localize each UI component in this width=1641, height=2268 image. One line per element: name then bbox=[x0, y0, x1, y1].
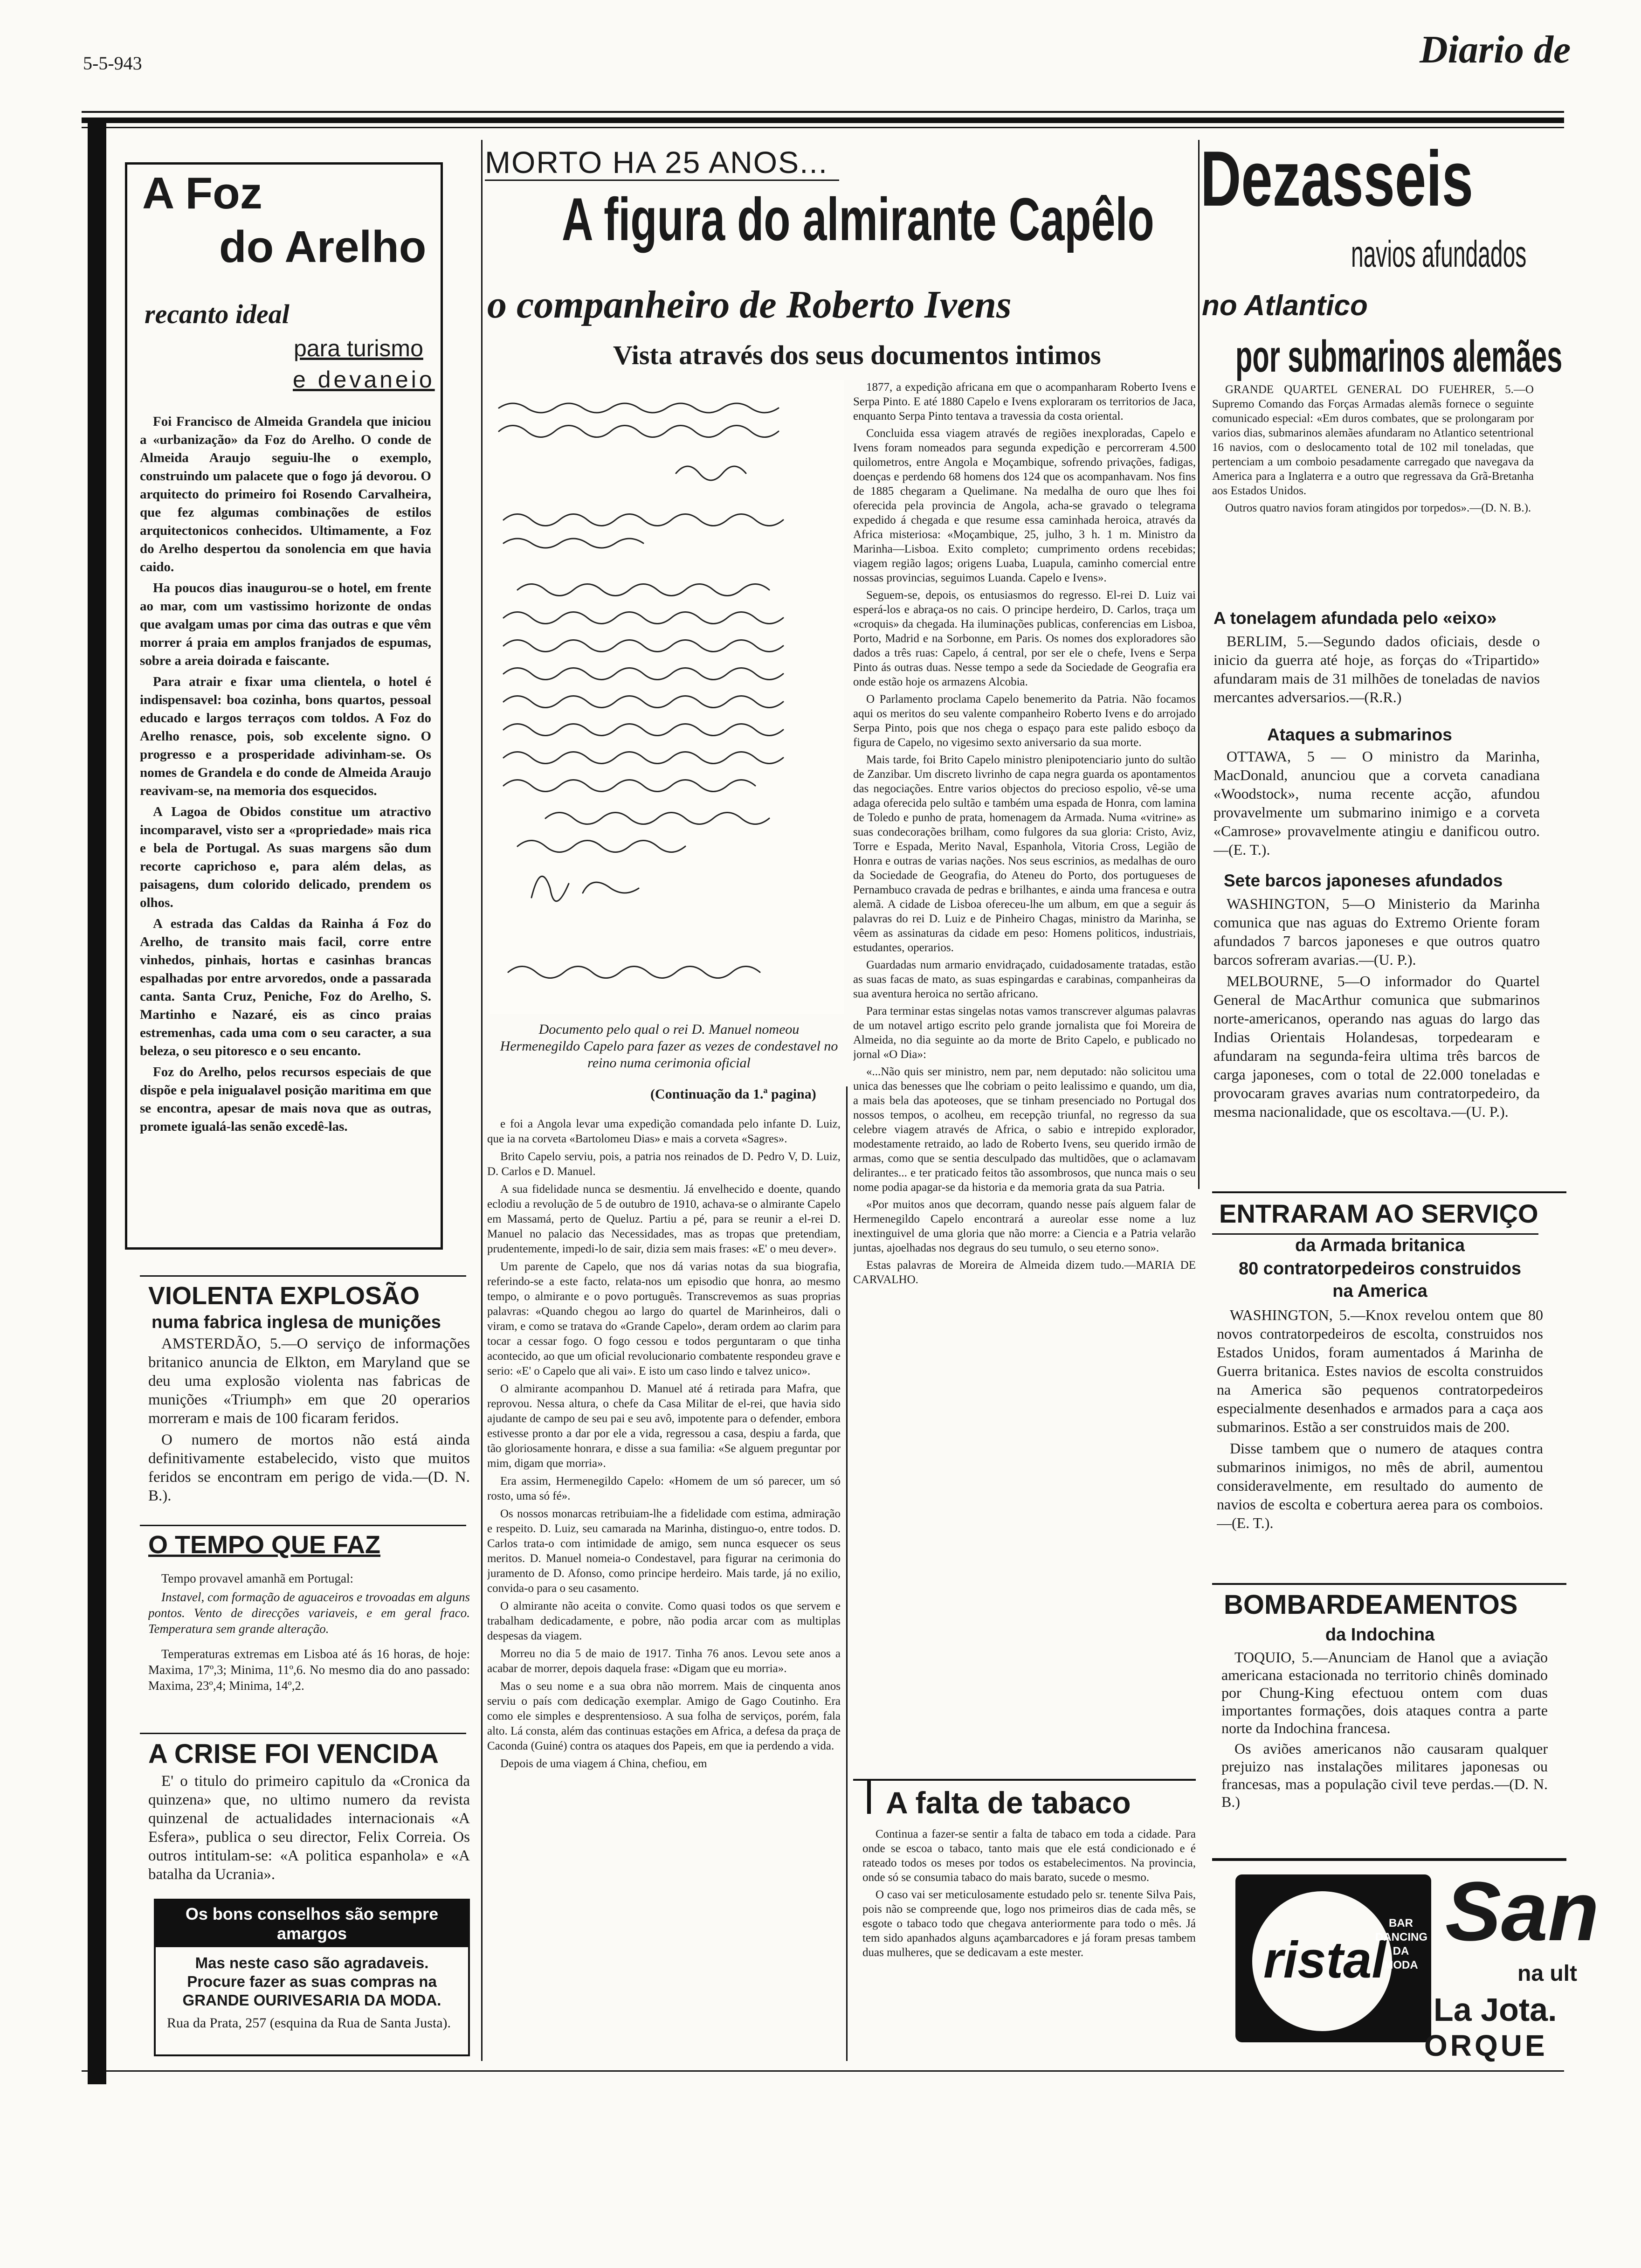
foz-paragraph: Ha poucos dias inaugurou-se o hotel, em frente ao mar, com um vastissimo horizonte de ondas que avalgam umas por cima das outras e que vêm morrer á praia em amplos franjados de espumas, sobre a areia doirada e faiscante. bbox=[140, 581, 431, 668]
entraram-rule-bottom bbox=[1212, 1233, 1538, 1235]
capelo-paragraph: Brito Capelo serviu, pois, a patria nos reinados de D. Pedro V, D. Luiz, D. Carlos e D. Manuel. bbox=[487, 1150, 841, 1178]
foz-paragraph: Para atrair e fixar uma clientela, o hotel é indispensavel: boa cozinha, bons quartos, pessoal educado e largos terraços com toldos. A Foz do Arelho renasce, pois, sob excelente signo. O progresso e a prosperidade adivinham-se. Os nomes de Grandela e do conde de Almeida Araujo reavivam-se, na memoria dos esquecidos. bbox=[140, 674, 431, 798]
capelo-paragraph: Concluida essa viagem através de regiões inexploradas, Capelo e Ivens foram nomeados para segunda expedição e percorreram 4.500 quilometros, entre Angola e Moçambique, sofrendo privações, fadigas, doenças e perdendo 68 homens dos 124 que os acompanhavam. Nos fins de 1885 chegaram a Quelimane. Na medalha de ouro que lhes foi oferecida pela provincia de Angola, acha-se gravado o telegrama expedido á chegada e que resume essa caminhada heroica, através da Africa misteriosa: «Moçambique, 25, julho, 3 h. 1 m. Ministro da Marinha—Lisboa. Exito completo; cumprimento ordens recebidas; viagem região lagos; origens Luaba, Luapula, caminho comercial entre nossas provincias, seguimos Luanda. Capelo e Ivens». bbox=[853, 427, 1196, 584]
entraram-rule-top bbox=[1212, 1191, 1566, 1193]
dezasseis-text: GRANDE QUARTEL GENERAL DO FUEHRER, 5.—O Supremo Comando das Forças Armadas alemãs fornece o seguinte comunicado especial: «Em duros combates, que se prolongaram por varios dias, submarinos alemães afundaram no Atlantico setentrional 16 navios, com o deslocamento total de 102 mil toneladas, que pertenciam a um comboio pesadamente carregado que navegava da America para a Inglaterra e a outro que regressava da Grã-Bretanha aos Estados Unidos. bbox=[1212, 383, 1534, 497]
entraram-sub1: da Armada britanica bbox=[1295, 1236, 1465, 1255]
conselhos-ad bbox=[154, 1899, 470, 2056]
bombardeamentos-text: TOQUIO, 5.—Anunciam de Hanol que a aviação americana estacionada no territorio chinês dominado por Chung-King efectuou ontem com duas importantes formações, dois ataques contra a parte norte da Indochina francesa. bbox=[1221, 1649, 1548, 1736]
foz-paragraph: Foz do Arelho, pelos recursos especiais de que dispõe e pela inigualavel posição maritima em que se encontra, apesar de mais nova que as outras, promete igualá-las senão excedê-las. bbox=[140, 1065, 431, 1134]
capelo-paragraph: Depois de uma viagem á China, chefiou, em bbox=[500, 1757, 707, 1770]
capelo-paragraph: Mas o seu nome e a sua obra não morrem. Mais de cinquenta anos serviu o país com dedicação exemplar. Amigo de Gago Coutinho. Era como ele simples e desprentensioso. A sua folha de serviços, porém, fala alto. Lá consta, além das continuas estações em Africa, a defesa da praça de Caconda (Guiné) contra os ataques dos Papeis, em que ia perdendo a vida. bbox=[487, 1680, 841, 1752]
capelo-paragraph: Era assim, Hermenegildo Capelo: «Homem de um só parecer, um só rosto, uma só fé». bbox=[487, 1475, 841, 1502]
capelo-subsubtitle: Vista através dos seus documentos intimos bbox=[613, 340, 1101, 370]
dezasseis-line2: navios afundados bbox=[1351, 233, 1527, 275]
ataques-body bbox=[1214, 747, 1540, 873]
dezasseis-line3: no Atlantico bbox=[1202, 290, 1368, 322]
foz-kicker2: e devaneio bbox=[293, 366, 435, 393]
foz-subtitle: recanto ideal bbox=[145, 299, 290, 329]
capelo-subtitle: o companheiro de Roberto Ivens bbox=[487, 283, 1012, 326]
entraram-sub3: na America bbox=[1332, 1281, 1427, 1301]
sete-title: Sete barcos japoneses afundados bbox=[1224, 871, 1503, 890]
capelo-paragraph: Seguem-se, depois, os entusiasmos do regresso. El-rei D. Luiz vai esperá-los e abraça-os no cais. O principe herdeiro, D. Carlos, traça um «croquis» da chegada. Ha iluminações publicas, conferencias em Lisboa, Porto, Madrid e na Sorbonne, em Paris. Os nomes dos exploradores são dados a três ruas: Capelo, á central, por ser ele o chefe, Ivens e Serpa Pinto ás outras duas. Nesse tempo a sede da Sociedade de Geografia era onde estão hoje os armazens Alcobia. bbox=[853, 589, 1196, 688]
top-rule-thin2 bbox=[82, 127, 1564, 128]
tempo-temps: Temperaturas extremas em Lisboa até ás 16 horas, de hoje: Maxima, 17º,3; Minima, 11º,6. No mesmo dia do ano passado: Maxima, 23º,4; Minima, 14º,2. bbox=[148, 1647, 470, 1693]
capelo-kicker: MORTO HA 25 ANOS... bbox=[485, 145, 828, 180]
capelo-paragraph: 1877, a expedição africana em que o acompanharam Roberto Ivens e Serpa Pinto. E até 1880 Capelo e Ivens exploraram os territorios de Jaca, enquanto Serpa Pinto tentava a travessia da costa oriental. bbox=[853, 381, 1196, 422]
sete-body bbox=[1214, 894, 1540, 1193]
foz-box-right bbox=[441, 162, 443, 1249]
column-rule-3 bbox=[1198, 140, 1200, 1189]
tabaco-paragraph: O caso vai ser meticulosamente estudado pelo sr. tenente Silva Pais, pois não se compreende que, logo nos primeiros dias de cada mês, se esgote o tabaco todo que chegava anteriormente para todo o mês. Já tem sido apanhados alguns açambarcadores e já foram presas tambem duas mulheres, que se dedicavam a este mester. bbox=[862, 1888, 1196, 1959]
dezasseis-title: Dezasseis bbox=[1200, 135, 1474, 222]
capelo-paragraph: A sua fidelidade nunca se desmentiu. Já envelhecido e doente, quando eclodiu a revolução de 5 de outubro de 1910, achava-se o almirante Capelo em Massamá, perto de Queluz. Partiu a pé, para se reunir a el-rei D. Manuel no palacio das Necessidades, mas as tropas que pretendiam, prudentemente, impedi-lo de sair, dizia sem mais frases: «E' o meu dever». bbox=[487, 1183, 841, 1255]
top-rule-thick bbox=[82, 118, 1564, 123]
foz-kicker1: para turismo bbox=[294, 335, 423, 361]
sete-text2: MELBOURNE, 5—O informador do Quartel General de MacArthur comunica que submarinos norte-americanos, operando nas aguas do largo das Indias Orientais Holandesas, torpedearam e afundaram na segunda-feira ultima três barcos de carga japoneses, com o total de 22.000 toneladas e provocaram graves avarias num contratorpedeiro, da mesma nacionalidade, que os escoltava.—(U. P.). bbox=[1214, 973, 1540, 1120]
capelo-column-1 bbox=[487, 1117, 841, 2068]
crise-body bbox=[148, 1772, 470, 1893]
tempo-title: O TEMPO QUE FAZ bbox=[148, 1531, 381, 1559]
tonelagem-body bbox=[1214, 632, 1540, 730]
bottom-ad-rule bbox=[1212, 1858, 1566, 1861]
entraram-text2: Disse tambem que o numero de ataques contra submarinos inimigos, no mês de abril, aumentou consideravelmente, em resultado do aumento de navios de escolta e cobertura aerea para os comboios.—(E. T.). bbox=[1217, 1440, 1543, 1531]
san-ad-title: San bbox=[1445, 1865, 1600, 1958]
capelo-kicker-underline bbox=[485, 180, 839, 181]
dezasseis-line4: por submarinos alemães bbox=[1235, 332, 1563, 381]
explosao-rule bbox=[140, 1275, 466, 1277]
top-rule-thin bbox=[82, 111, 1564, 113]
ataques-text: OTTAWA, 5 — O ministro da Marinha, MacDonald, anunciou que a corveta canadiana «Woodstock», numa recente acção, afundou provavelmente um submarino inimigo e a corveta «Camrose» provavelmente atingiu e danificou outro.—(E. T.). bbox=[1214, 748, 1540, 858]
sete-text: WASHINGTON, 5—O Ministerio da Marinha comunica que nas aguas do Extremo Oriente foram afundados 7 barcos japoneses e que outros quatro barcos sofreram avarias.—(U. P.). bbox=[1214, 895, 1540, 968]
bombardeamentos-text2: Os aviões americanos não causaram qualquer prejuizo nas instalações militares japonesas ou francesas, mas a população civil teve perdas.—(D. N. B.) bbox=[1221, 1740, 1548, 1810]
masthead-title: Diario de bbox=[1420, 28, 1571, 71]
tabaco-body bbox=[862, 1827, 1196, 2060]
column-rule-2 bbox=[846, 1086, 848, 2061]
capelo-paragraph: «...Não quis ser ministro, nem par, nem deputado: não solicitou uma unica das benesses que lhe cobriam o peito lealissimo e quando, um dia, a mais bela das apoteoses, que se tinham presenciado no Portugal dos nossos tempos, o acolheu, em recepção triunfal, no regresso da sua celebre viagem através de Africa, o sabio e intrepido explorador, modestamente retraido, ao lado de Roberto Ivens, seu querido irmão de armas, como que se sentia desculpado das multidões, que o aclamavam delirantes... e ter praticado feitos tão assombrosos, que nunca mais o seu nome podia apagar-se da historia e da memoria grata da sua Patria. bbox=[853, 1065, 1196, 1194]
explosao-title: VIOLENTA EXPLOSÃO bbox=[148, 1282, 420, 1310]
capelo-paragraph: Guardadas num armario envidraçado, cuidadosamente tratadas, estão as suas facas de mato, as suas espingardas e carabinas, companheiras da sua aventura heroica no sertão africano. bbox=[853, 959, 1196, 1000]
entraram-body bbox=[1217, 1306, 1543, 1567]
san-ad-line2: na ult bbox=[1517, 1961, 1577, 1986]
capelo-paragraph: O almirante acompanhou D. Manuel até á retirada para Mafra, que reprovou. Nessa altura, o chefe da Casa Militar de el-rei, que havia sido ajudante de campo de seu pai e seu avô, impotente para o defender, embora estivesse pronto a dar por ele a vida, regressou a casa, despiu a farda, que tão gloriosamente honrara, e disse a sua familia: «Se alguem preguntar por mim, digam que morria». bbox=[487, 1383, 841, 1470]
cristal-ad-logo bbox=[1235, 1874, 1431, 2042]
cristal-ad-text: ristal bbox=[1263, 1931, 1386, 1989]
foz-box-left bbox=[125, 162, 127, 1249]
manuscript-document-image bbox=[490, 380, 844, 1014]
foz-paragraph: A estrada das Caldas da Rainha á Foz do Arelho, de transito mais facil, corre entre vinhedos, pinhais, hortas e casinhas brancas espalhadas por entre arvoredos, onde a passarada canta. Santa Cruz, Peniche, Foz do Arelho, S. Martinho e Nazaré, eis as cinco praias estremenhas, cada uma com o seu caracter, a sua beleza, o seu pitoresco e o seu encanto. bbox=[140, 916, 431, 1058]
foz-title-line2: do Arelho bbox=[219, 222, 427, 272]
explosao-subtitle: numa fabrica inglesa de munições bbox=[152, 1313, 441, 1332]
foz-box-top bbox=[125, 162, 442, 165]
capelo-caption: Documento pelo qual o rei D. Manuel nomeou Hermenegildo Capelo para fazer as vezes de condestavel no reino numa cerimonia oficial bbox=[500, 1022, 838, 1071]
capelo-paragraph: Morreu no dia 5 de maio de 1917. Tinha 76 anos. Levou sete anos a acabar de morrer, depois daquela frase: «Digam que eu morria». bbox=[487, 1647, 841, 1675]
entraram-title: ENTRARAM AO SERVIÇO bbox=[1219, 1199, 1538, 1228]
foz-paragraph: A Lagoa de Obidos constitue um atractivo incomparavel, visto ser a «propriedade» mais rica e bela de Portugal. As suas margens são dum recorte caprichoso e, para além delas, as paisagens, dum colorido delicado, prendem os olhos. bbox=[140, 804, 431, 910]
explosao-paragraph: AMSTERDÃO, 5.—O serviço de informações britanico anuncia de Elkton, em Maryland que se deu uma explosão violenta nas fabricas de munições «Triumph» em que 20 operarios morreram e mais de 100 ficaram feridos. bbox=[148, 1335, 470, 1427]
capelo-paragraph: «Por muitos anos que decorram, quando nesse país alguem falar de Hermenegildo Capelo encontrará a aureolar esse nome a luz inextinguivel de uma gloria que não morre: a Ciencia e a Patria velarão juntas, ajoelhadas nos degraus do seu tumulo, o seu eterno sono». bbox=[853, 1198, 1196, 1254]
capelo-title: A figura do almirante Capêlo bbox=[562, 185, 1154, 253]
capelo-paragraph: O Parlamento proclama Capelo benemerito da Patria. Não focamos aqui os meritos do seu valente companheiro Roberto Ivens e do arrojado Serpa Pinto, pois que nos chega o espaço para este palido esboço da figura de Capelo, no vigesimo sexto aniversario da sua morte. bbox=[853, 693, 1196, 749]
bombardeamentos-rule-top bbox=[1212, 1583, 1566, 1585]
tabaco-rule-left bbox=[867, 1779, 871, 1814]
tempo-body bbox=[148, 1570, 470, 1738]
bombardeamentos-title: BOMBARDEAMENTOS bbox=[1224, 1590, 1518, 1620]
tonelagem-text: BERLIM, 5.—Segundo dados oficiais, desde o inicio da guerra até hoje, as forças do «Tripartido» afundaram mais de 31 milhões de toneladas de navios mercantes adversarios.—(R.R.) bbox=[1214, 633, 1540, 705]
crise-text: E' o titulo do primeiro capitulo da «Cronica da quinzena» que, no ultimo numero da revista quinzenal de actualidades internacionais «A Esfera», publica o seu director, Felix Correia. Os outros intitulam-se: «A politica espanhola» e «A batalha da Ucrania». bbox=[148, 1773, 470, 1883]
capelo-paragraph: e foi a Angola levar uma expedição comandada pelo infante D. Luiz, que ia na corveta «Bartolomeu Dias» e mais a corveta «Sagres». bbox=[487, 1118, 841, 1145]
foz-paragraph: Foi Francisco de Almeida Grandela que iniciou a «urbanização» da Foz do Arelho. O conde de Almeida Araujo seguiu-lhe o exemplo, construindo um palacete que o fogo já devorou. O arquitecto do primeiro foi Rosendo Carvalheira, que fez algumas combinações de estilos arquitectonicos conhecidos. Ultimamente, a Foz do Arelho despertou da sonolencia em que havia caido. bbox=[140, 414, 431, 574]
tempo-lead: Tempo provavel amanhã em Portugal: bbox=[161, 1571, 353, 1585]
conselhos-address: Rua da Prata, 257 (esquina da Rua de Santa Justa). bbox=[167, 2015, 451, 2031]
conselhos-body: Mas neste caso são agradaveis. Procure fazer as suas compras na GRANDE OURIVESARIA DA MODA. bbox=[182, 1954, 441, 2009]
capelo-column-2 bbox=[853, 380, 1196, 1774]
crise-title: A CRISE FOI VENCIDA bbox=[148, 1739, 439, 1769]
tabaco-rule-top bbox=[853, 1779, 1196, 1781]
san-ad-line3: La Jota. bbox=[1434, 1991, 1557, 2028]
manuscript-scribbles bbox=[490, 380, 844, 1014]
capelo-paragraph: Um parente de Capelo, que nos dá varias notas da sua biografia, referindo-se a este facto, relata-nos um episodio que honra, ao mesmo tempo, o almirante e o povo português. Transcrevemos as suas proprias palavras: «Quando chegou ao largo do quartel de Marinheiros, dali o viram, e como se tratava do «Grande Capelo», deram ordem ao clarim para tocar a cessar fogo. O fogo cessou e todos perguntaram o que tinha acontecido, ao que um oficial revolucionario combatente respondeu grave e serio: «E' o Capelo que ali vai». E isto um caso lindo e talvez unico». bbox=[487, 1260, 841, 1377]
conselhos-title: Os bons conselhos são sempre amargos bbox=[156, 1901, 468, 1947]
dezasseis-text2: Outros quatro navios foram atingidos por torpedos».—(D. N. B.). bbox=[1225, 502, 1531, 514]
column-rule-1 bbox=[481, 140, 483, 2061]
bombardeamentos-body bbox=[1221, 1648, 1548, 1853]
entraram-text: WASHINGTON, 5.—Knox revelou ontem que 80 novos contratorpedeiros de escolta, construidos nos Estados Unidos, foram aumentados á Marinha de Guerra britanica. Estes navios de escolta construidos na America são pequenos contratorpedeiros especialmente desenhados e armados para a caça aos submarinos. Estão a ser construidos mais de 200. bbox=[1217, 1307, 1543, 1435]
capelo-paragraph: Os nossos monarcas retribuiam-lhe a fidelidade com estima, admiração e respeito. D. Luiz, seu camarada na Marinha, distinguo-o, entre todos. D. Carlos trata-o com intimidade de amigo, sem nunca esquecer os seus meritos. D. Manuel nomeia-o Condestavel, para figurar na cerimonia do juramento de D. Afonso, como principe herdeiro. Mais tarde, já no exilio, convida-o para o seu casamento. bbox=[487, 1507, 841, 1595]
foz-body bbox=[140, 413, 431, 1243]
ataques-title: Ataques a submarinos bbox=[1267, 725, 1452, 744]
foz-box-bottom bbox=[125, 1247, 443, 1250]
bottom-rule bbox=[82, 2070, 1564, 2072]
capelo-paragraph: Para terminar estas singelas notas vamos transcrever algumas palavras de um notavel artigo escrito pelo grande jornalista que foi Moreira de Almeida, no dia seguinte ao da morte de Brito Capelo, e publicado no jornal «O Dia»: bbox=[853, 1005, 1196, 1061]
explosao-paragraph: O numero de mortos não está ainda definitivamente estabelecido, visto que muitos feridos se encontram em perigo de vida.—(D. N. B.). bbox=[148, 1431, 470, 1504]
capelo-continuation: (Continuação da 1.ª pagina) bbox=[650, 1086, 816, 1102]
entraram-sub2: 80 contratorpedeiros construidos bbox=[1238, 1259, 1521, 1279]
tempo-rule bbox=[140, 1525, 466, 1526]
tonelagem-title: A tonelagem afundada pelo «eixo» bbox=[1214, 608, 1497, 628]
cristal-ad-seal: BAR DANCING DA MODA bbox=[1375, 1917, 1427, 1971]
capelo-paragraph: Mais tarde, foi Brito Capelo ministro plenipotenciario junto do sultão de Zanzibar. Um discreto livrinho de capa negra guarda os apontamentos das negociações. Entre varios objectos do precioso espolio, vê-se uma adaga oferecida pelo sultão e também uma espada de Honra, com lamina de Toledo e punho de prata, homenagem da Armada. Numa «vitrine» as suas condecorações brilham, como fulgores da sua gloria: Cristo, Aviz, Torre e Espada, Merito Naval, Espanhola, Vitoria Cross, Legião de Honra e outras de varias nações. Nos seus escrinios, as medalhas de ouro da Sociedade de Geografia, do Ateneu do Porto, dos portugueses de Pernambuco cravada de pedras e brilhantes, e ainda uma francesa e outra alemã. A cidade de Lisboa ofereceu-lhe um album, em que a seguir ás palavras do rei D. Luiz e de Pinheiro Chagas, ministro da Marinha, se vêem as assinaturas da cidade em peso: Homens politicos, industriais, estudantes, operarios. bbox=[853, 754, 1196, 954]
foz-title-line1: A Foz bbox=[142, 168, 262, 218]
tempo-forecast: Instavel, com formação de aguaceiros e trovoadas em alguns pontos. Vento de direcções variaveis, e em geral fraco. Temperatura sem grande alteração. bbox=[148, 1590, 470, 1636]
capelo-paragraph: Estas palavras de Moreira de Almeida dizem tudo.—MARIA DE CARVALHO. bbox=[853, 1259, 1196, 1286]
capelo-paragraph: O almirante não aceita o convite. Como quasi todos os que servem e trabalham dedicadamente, e pobre, não podia arcar com as multiplas despesas da viagem. bbox=[487, 1600, 841, 1642]
left-border bbox=[88, 119, 106, 2084]
capelo-caption-block bbox=[499, 1021, 839, 1082]
dezasseis-body bbox=[1212, 382, 1534, 606]
bombardeamentos-sub: da Indochina bbox=[1325, 1625, 1435, 1645]
san-ad-line4: ORQUE bbox=[1424, 2029, 1548, 2062]
page-date: 5-5-943 bbox=[83, 53, 142, 74]
explosao-body bbox=[148, 1335, 470, 1530]
crise-rule bbox=[140, 1733, 466, 1734]
tabaco-paragraph: Continua a fazer-se sentir a falta de tabaco em toda a cidade. Para onde se escoa o tabaco, tanto mais que ele está condicionado e é rateado todos os meses por todos os estabelecimentos. Na provincia, onde só se consumia tabaco do mais barato, sucede o mesmo. bbox=[862, 1828, 1196, 1884]
tabaco-title: A falta de tabaco bbox=[886, 1785, 1131, 1820]
